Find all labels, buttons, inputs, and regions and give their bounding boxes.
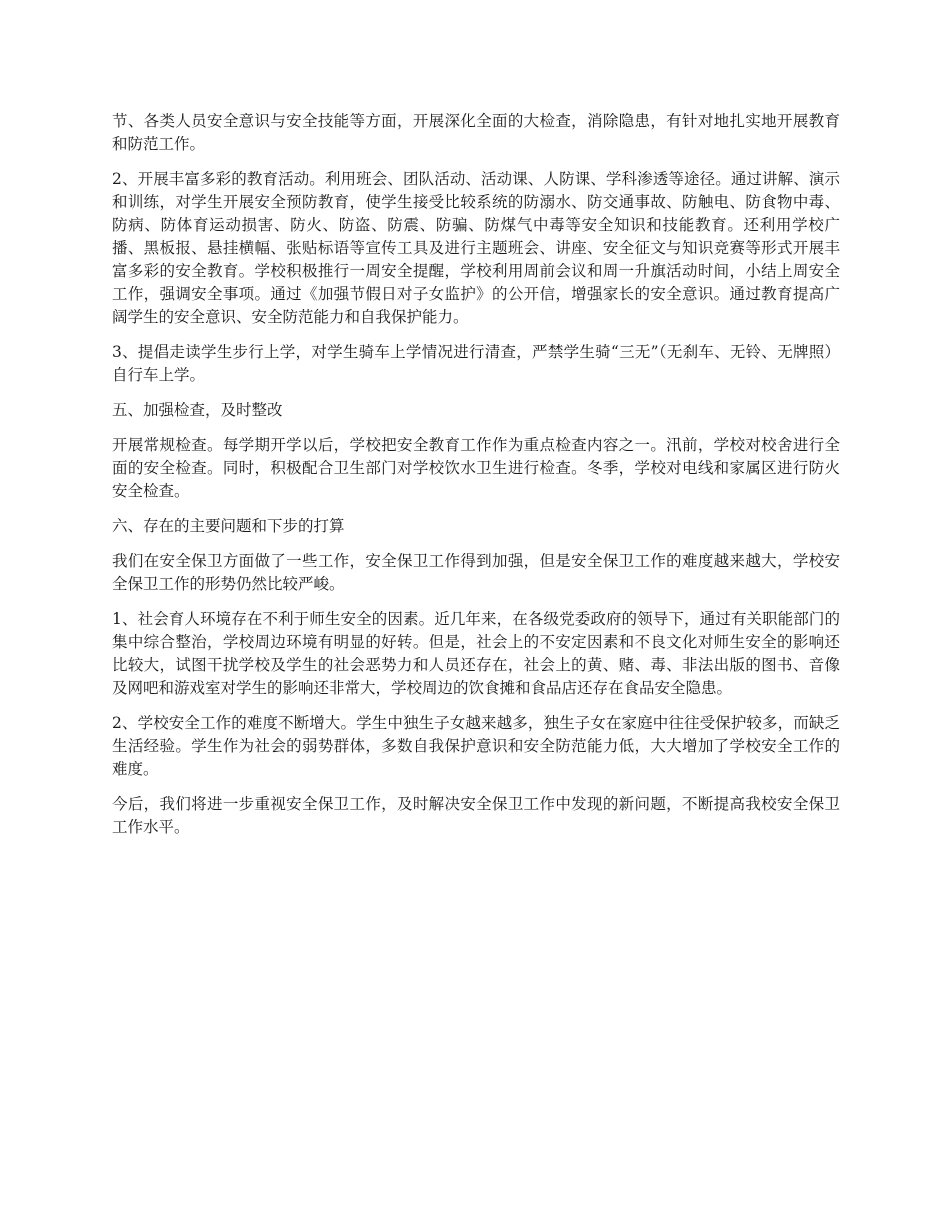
paragraph-continuation: 节、各类人员安全意识与安全技能等方面，开展深化全面的大检查，消除隐患，有针对地扎实地开展教育和防范工作。 xyxy=(112,112,840,153)
paragraph-overview: 我们在安全保卫方面做了一些工作，安全保卫工作得到加强，但是安全保卫工作的难度越来越大，学校安全保卫工作的形势仍然比较严峻。 xyxy=(112,552,840,593)
paragraph-social-environment: 1、社会育人环境存在不利于师生安全的因素。近几年来，在各级党委政府的领导下，通过有关职能部门的集中综合整治，学校周边环境有明显的好转。但是，社会上的不安定因素和不良文化对师生安全的影响还比较大，试图干扰学校及学生的社会恶势力和人员还存在，社会上的黄、赌、毒、非法出版的图书、音像及网吧和游戏室对学生的影响还非常大，学校周边的饮食摊和食品店还存在食品安全隐患。 xyxy=(112,610,840,697)
paragraph-education-activities: 2、开展丰富多彩的教育活动。利用班会、团队活动、活动课、人防课、学科渗透等途径。通过讲解、演示和训练，对学生开展安全预防教育，使学生接受比较系统的防溺水、防交通事故、防触电、防食物中毒、防病、防体育运动损害、防火、防盗、防震、防骗、防煤气中毒等安全知识和技能教育。还利用学校广播、黑板报、悬挂横幅、张贴标语等宣传工具及进行主题班会、讲座、安全征文与知识竞赛等形式开展丰富多彩的安全教育。学校积极推行一周安全提醒，学校利用周前会议和周一升旗活动时间，小结上周安全工作，强调安全事项。通过《加强节假日对子女监护》的公开信，增强家长的安全意识。通过教育提高广阔学生的安全意识、安全防范能力和自我保护能力。 xyxy=(112,170,840,326)
paragraph-commuting: 3、提倡走读学生步行上学，对学生骑车上学情况进行清查，严禁学生骑“三无”（无刹车、无铃、无牌照）自行车上学。 xyxy=(112,343,840,384)
section-heading-problems: 六、存在的主要问题和下步的打算 xyxy=(112,517,345,535)
paragraph-difficulty: 2、学校安全工作的难度不断增大。学生中独生子女越来越多，独生子女在家庭中往往受保护较多，而缺乏生活经验。学生作为社会的弱势群体，多数自我保护意识和安全防范能力低，大大增加了学校安全工作的难度。 xyxy=(112,714,840,778)
document-body xyxy=(112,110,840,851)
paragraph-routine-inspection: 开展常规检查。每学期开学以后，学校把安全教育工作作为重点检查内容之一。汛前，学校对校舍进行全面的安全检查。同时，积极配合卫生部门对学校饮水卫生进行检查。冬季，学校对电线和家属区进行防火安全检查。 xyxy=(112,436,840,500)
paragraph-future-plan: 今后，我们将进一步重视安全保卫工作，及时解决安全保卫工作中发现的新问题，不断提高我校安全保卫工作水平。 xyxy=(112,795,840,836)
section-heading-inspection: 五、加强检查，及时整改 xyxy=(112,401,283,419)
